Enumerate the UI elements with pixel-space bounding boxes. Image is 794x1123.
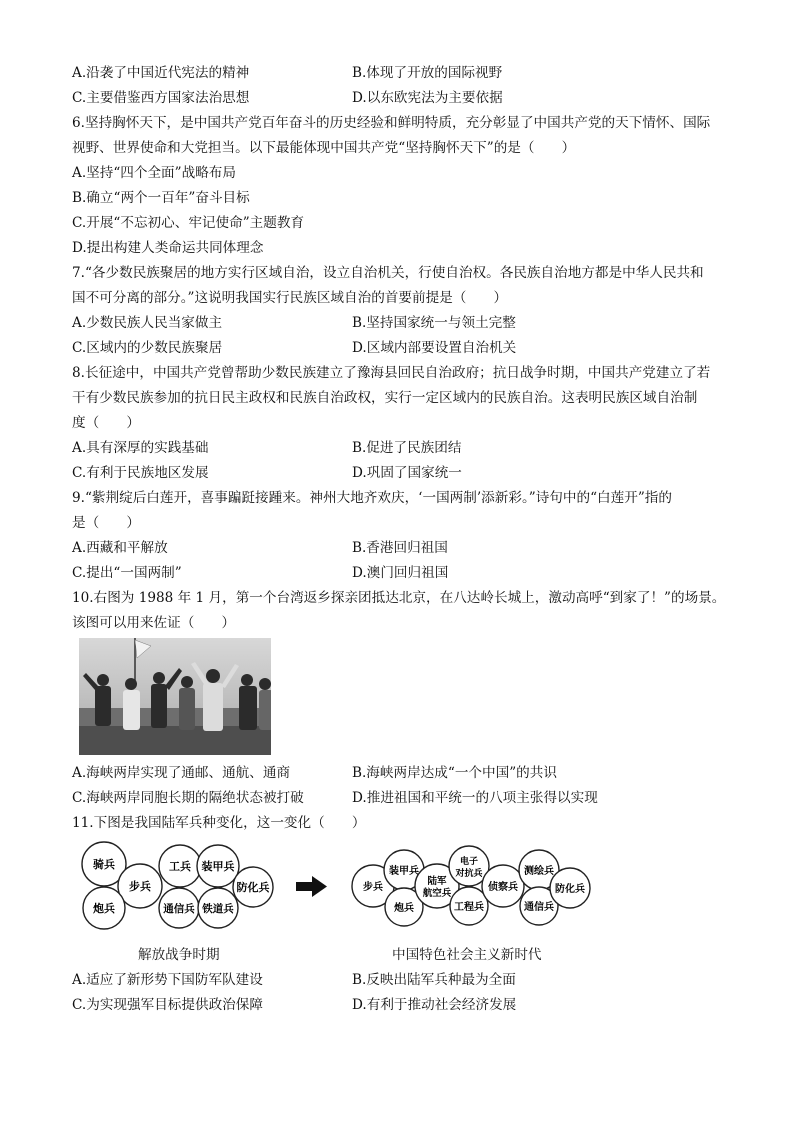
branch-bubble <box>550 868 590 908</box>
q8-stem-line-1: 8.长征途中，中国共产党曾帮助少数民族建立了豫海县回民自治政府；抗日战争时期，中国共产党建立了若 <box>72 365 711 381</box>
q9-stem-line-1: 9.“紫荆绽后白莲开，喜事蹁跹接踵来。神州大地齐欢庆，‘一国两制’添新彩。”诗句中的“白莲开”指的 <box>72 490 672 506</box>
branch-label: 陆军航空兵 <box>422 876 452 899</box>
q6-option-a: A.坚持“四个全面”战略布局 <box>72 165 236 181</box>
q5-option-b: B.体现了开放的国际视野 <box>352 65 503 81</box>
branch-label: 防化兵 <box>236 881 270 894</box>
q8-option-c: C.有利于民族地区发展 <box>72 465 209 481</box>
q7-stem-line-1: 7.“各少数民族聚居的地方实行区域自治，设立自治机关，行使自治权。各民族自治地方都是中华人民共和 <box>72 265 704 281</box>
branch-bubble <box>159 888 199 928</box>
q9-stem-line-2: 是（ ） <box>72 515 140 531</box>
q11-option-a: A.适应了新形势下国防军队建设 <box>72 972 263 988</box>
q11-option-d: D.有利于推动社会经济发展 <box>352 997 517 1013</box>
branch-label: 骑兵 <box>93 858 115 871</box>
right-diagram-caption: 中国特色社会主义新时代 <box>392 947 542 963</box>
left-diagram-caption: 解放战争时期 <box>138 947 220 963</box>
q10-stem-line-2: 该图可以用来佐证（ ） <box>72 615 236 631</box>
branch-label: 测绘兵 <box>524 866 554 877</box>
branch-label: 炮兵 <box>93 902 115 915</box>
q8-option-b: B.促进了民族团结 <box>352 440 462 456</box>
q10-option-d: D.推进祖国和平统一的八项主张得以实现 <box>352 790 598 806</box>
q9-option-a: A.西藏和平解放 <box>72 540 168 556</box>
branch-bubble <box>198 888 238 928</box>
q8-option-d: D.巩固了国家统一 <box>352 465 462 481</box>
branch-bubble <box>450 887 488 925</box>
great-wall-reunion-photo <box>79 638 271 755</box>
q9-option-c: C.提出“一国两制” <box>72 565 182 581</box>
branch-label: 通信兵 <box>163 903 195 915</box>
right-branch-cluster <box>352 846 590 926</box>
q8-option-a: A.具有深厚的实践基础 <box>72 440 209 456</box>
left-branch-cluster <box>82 842 273 929</box>
q6-stem-line-1: 6.坚持胸怀天下，是中国共产党百年奋斗的历史经验和鲜明特质，充分彰显了中国共产党的天下情怀、国际 <box>72 115 711 131</box>
q6-stem-line-2: 视野、世界使命和大党担当。以下最能体现中国共产党“坚持胸怀天下”的是（ ） <box>72 140 576 156</box>
q7-option-c: C.区域内的少数民族聚居 <box>72 340 223 356</box>
branch-label: 通信兵 <box>524 902 554 913</box>
branch-label: 工程兵 <box>454 902 484 913</box>
q6-option-c: C.开展“不忘初心、牢记使命”主题教育 <box>72 215 305 231</box>
branch-bubble <box>233 867 273 907</box>
branch-label: 工兵 <box>169 860 191 873</box>
branch-bubble <box>83 887 125 929</box>
branch-bubble <box>197 845 239 887</box>
q8-stem-line-2: 干有少数民族参加的抗日民主政权和民族自治政权，实行一定区域内的民族自治。这表明民族区域自治制 <box>72 390 698 406</box>
branch-label: 步兵 <box>129 880 151 893</box>
q7-option-a: A.少数民族人民当家做主 <box>72 315 223 331</box>
q5-option-c: C.主要借鉴西方国家法治思想 <box>72 90 250 106</box>
q5-option-a: A.沿袭了中国近代宪法的精神 <box>72 65 250 81</box>
q11-stem-line-1: 11.下图是我国陆军兵种变化，这一变化（ ） <box>72 815 366 831</box>
q11-option-c: C.为实现强军目标提供政治保障 <box>72 997 263 1013</box>
q10-option-a: A.海峡两岸实现了通邮、通航、通商 <box>72 765 291 781</box>
q7-option-d: D.区域内部要设置自治机关 <box>352 340 517 356</box>
q6-option-d: D.提出构建人类命运共同体理念 <box>72 240 264 256</box>
branch-label: 步兵 <box>363 882 383 893</box>
branch-label: 防化兵 <box>555 884 585 895</box>
q7-option-b: B.坚持国家统一与领土完整 <box>352 315 516 331</box>
q5-option-d: D.以东欧宪法为主要依据 <box>352 90 503 106</box>
branch-label: 装甲兵 <box>389 866 419 877</box>
q11-option-b: B.反映出陆军兵种最为全面 <box>352 972 516 988</box>
q9-option-b: B.香港回归祖国 <box>352 540 448 556</box>
q10-option-c: C.海峡两岸同胞长期的隔绝状态被打破 <box>72 790 304 806</box>
branch-bubble <box>159 845 201 887</box>
q10-option-b: B.海峡两岸达成“一个中国”的共识 <box>352 765 557 781</box>
right-arrow-icon <box>296 876 327 897</box>
branch-label: 装甲兵 <box>201 860 235 873</box>
branch-label: 铁道兵 <box>202 903 234 915</box>
q8-stem-line-3: 度（ ） <box>72 415 140 431</box>
q10-stem-line-1: 10.右图为 1988 年 1 月，第一个台湾返乡探亲团抵达北京，在八达岭长城上，激动高呼“到家了！”的场景。 <box>72 590 726 606</box>
q6-option-b: B.确立“两个一百年”奋斗目标 <box>72 190 250 206</box>
branch-label: 电子对抗兵 <box>455 857 483 879</box>
branch-label: 炮兵 <box>394 903 414 914</box>
branch-label: 侦察兵 <box>488 882 518 893</box>
army-branches-diagram <box>0 840 794 940</box>
branch-bubble <box>482 865 524 907</box>
q7-stem-line-2: 国不可分离的部分。”这说明我国实行民族区域自治的首要前提是（ ） <box>72 290 508 306</box>
q9-option-d: D.澳门回归祖国 <box>352 565 449 581</box>
